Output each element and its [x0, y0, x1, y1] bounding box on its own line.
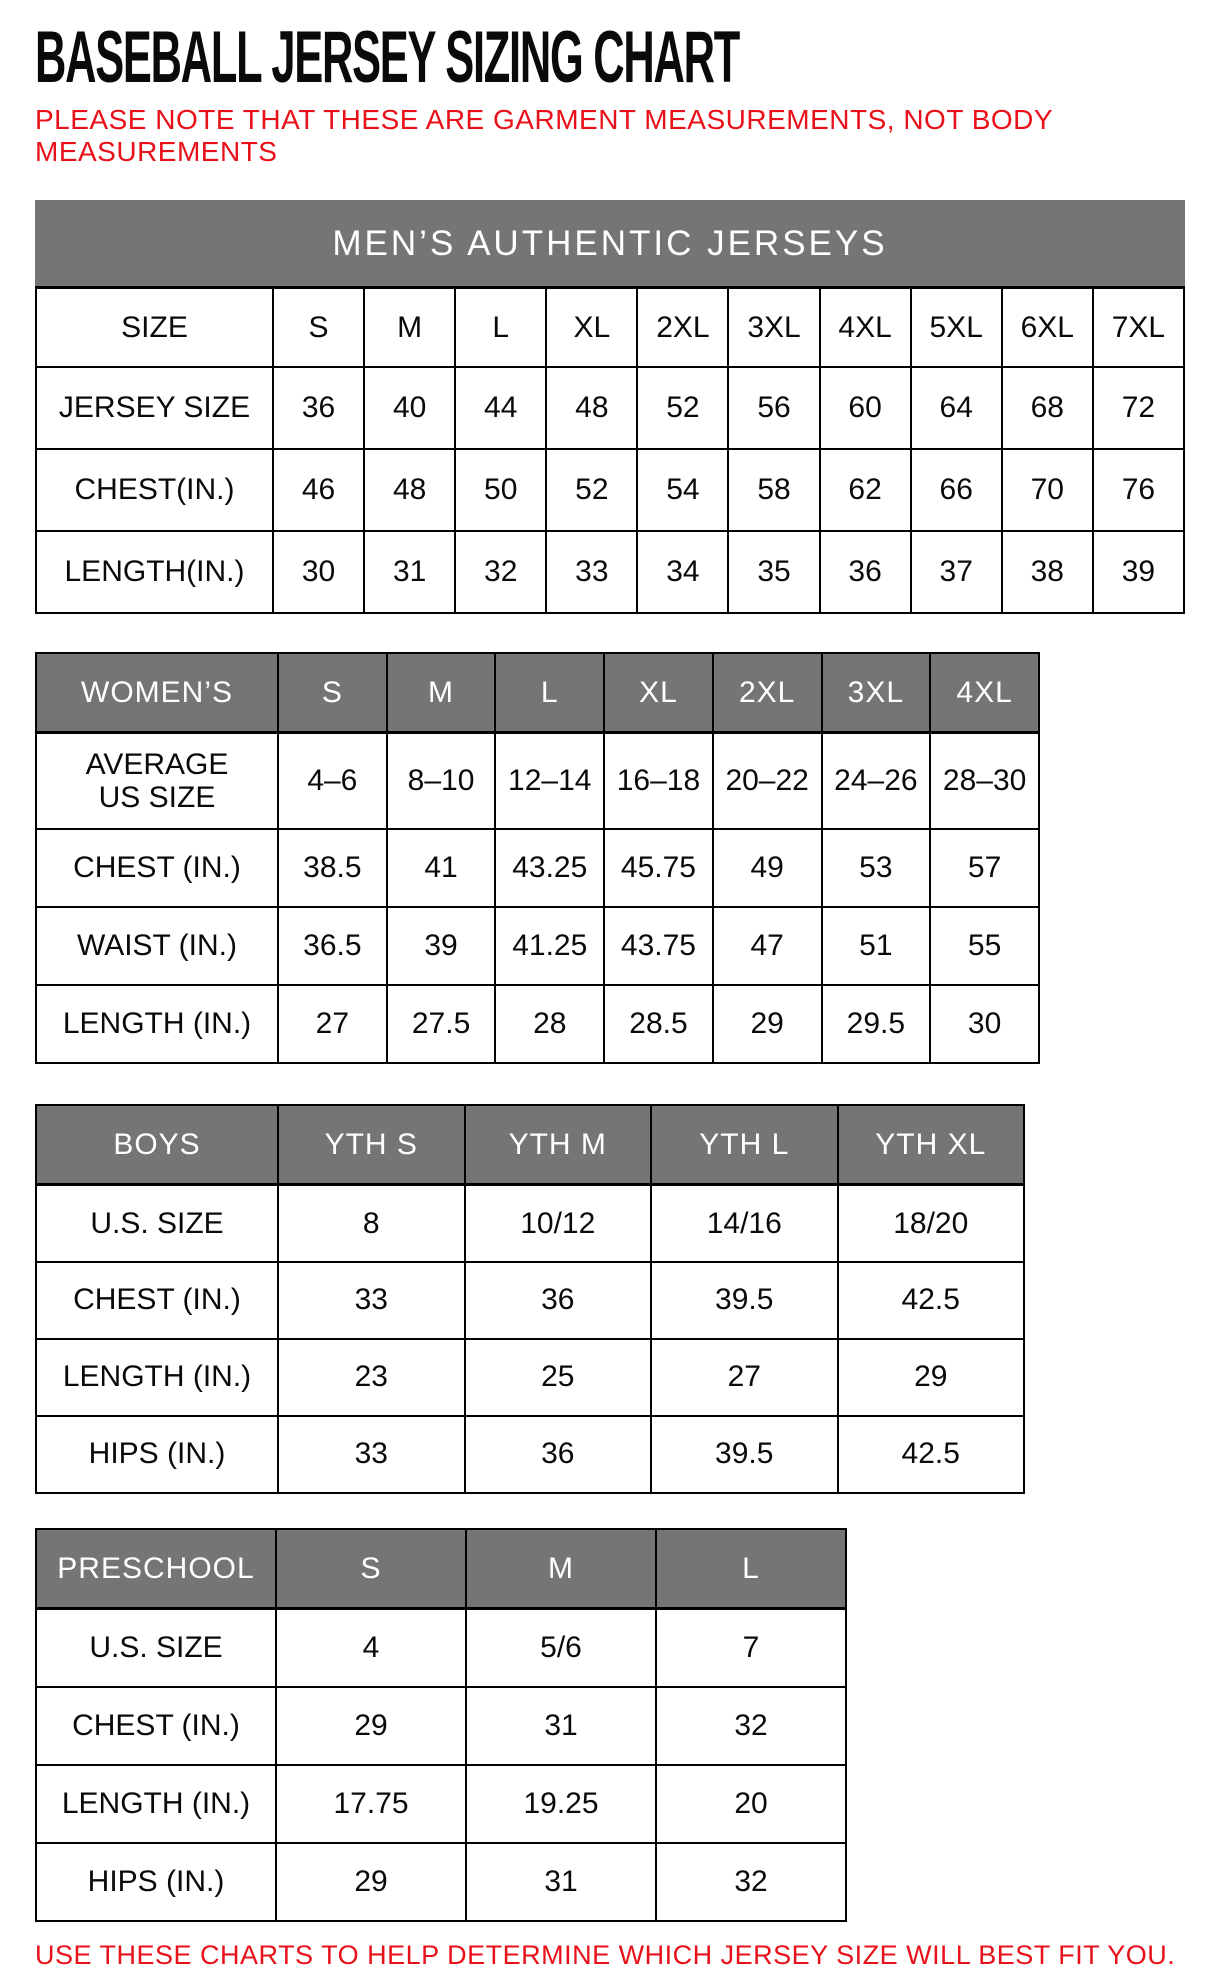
- preschool-table-row: [36, 1687, 846, 1765]
- preschool-value-cell: 32: [656, 1843, 846, 1921]
- mens-table-row: [36, 367, 1184, 449]
- womens-value-cell: 43.25: [495, 829, 604, 907]
- boys-table-row: [36, 1185, 1024, 1262]
- mens-value-cell: 66: [911, 449, 1002, 531]
- mens-table-row: [36, 449, 1184, 531]
- mens-value-cell: 38: [1002, 531, 1093, 613]
- womens-value-cell: 41: [387, 829, 496, 907]
- boys-value-cell: 39.5: [651, 1262, 838, 1339]
- mens-column-header: S: [273, 288, 364, 367]
- womens-value-cell: 45.75: [604, 829, 713, 907]
- boys-table-row: [36, 1339, 1024, 1416]
- womens-row-label: CHEST (IN.): [36, 829, 278, 907]
- preschool-row-label: LENGTH (IN.): [36, 1765, 276, 1843]
- preschool-sizing-table: [35, 1528, 847, 1922]
- preschool-value-cell: 5/6: [466, 1609, 656, 1687]
- mens-value-cell: 52: [637, 367, 728, 449]
- mens-value-cell: 48: [364, 449, 455, 531]
- mens-value-cell: 50: [455, 449, 546, 531]
- mens-value-cell: 30: [273, 531, 364, 613]
- boys-value-cell: 23: [278, 1339, 465, 1416]
- fit-advice-note: USE THESE CHARTS TO HELP DETERMINE WHICH JERSEY SIZE WILL BEST FIT YOU.: [35, 1939, 1176, 1970]
- mens-row-label: CHEST(IN.): [36, 449, 273, 531]
- page-title-text: BASEBALL JERSEY SIZING CHART: [35, 16, 740, 98]
- womens-value-cell: 29.5: [822, 985, 931, 1063]
- mens-value-cell: 31: [364, 531, 455, 613]
- womens-value-cell: 28: [495, 985, 604, 1063]
- womens-row-label: LENGTH (IN.): [36, 985, 278, 1063]
- preschool-table-row: [36, 1609, 846, 1687]
- mens-value-cell: 36: [820, 531, 911, 613]
- boys-value-cell: 33: [278, 1416, 465, 1493]
- mens-value-cell: 62: [820, 449, 911, 531]
- womens-table-row: [36, 985, 1039, 1063]
- womens-table-row: [36, 907, 1039, 985]
- boys-table-section: [35, 1104, 1185, 1494]
- mens-table-section: [35, 200, 1185, 614]
- preschool-value-cell: 29: [276, 1687, 466, 1765]
- mens-value-cell: 35: [728, 531, 819, 613]
- womens-column-header: M: [387, 653, 496, 733]
- womens-value-cell: 51: [822, 907, 931, 985]
- womens-value-cell: 49: [713, 829, 822, 907]
- boys-value-cell: 25: [465, 1339, 652, 1416]
- boys-row-label: CHEST (IN.): [36, 1262, 278, 1339]
- womens-row-label: AVERAGE US SIZE: [36, 733, 278, 829]
- womens-value-cell: 53: [822, 829, 931, 907]
- mens-value-cell: 60: [820, 367, 911, 449]
- mens-table-row: [36, 531, 1184, 613]
- preschool-value-cell: 32: [656, 1687, 846, 1765]
- womens-value-cell: 8–10: [387, 733, 496, 829]
- preschool-value-cell: 31: [466, 1687, 656, 1765]
- womens-header-label: WOMEN’S: [36, 653, 278, 733]
- womens-value-cell: 39: [387, 907, 496, 985]
- preschool-value-cell: 20: [656, 1765, 846, 1843]
- boys-header-label: BOYS: [36, 1105, 278, 1185]
- womens-value-cell: 38.5: [278, 829, 387, 907]
- boys-column-header: YTH M: [465, 1105, 652, 1185]
- womens-column-header: S: [278, 653, 387, 733]
- mens-value-cell: 37: [911, 531, 1002, 613]
- mens-value-cell: 34: [637, 531, 728, 613]
- mens-value-cell: 44: [455, 367, 546, 449]
- mens-value-cell: 76: [1093, 449, 1184, 531]
- boys-value-cell: 29: [838, 1339, 1025, 1416]
- mens-column-header: 7XL: [1093, 288, 1184, 367]
- boys-value-cell: 36: [465, 1262, 652, 1339]
- womens-column-header: L: [495, 653, 604, 733]
- womens-value-cell: 16–18: [604, 733, 713, 829]
- boys-column-header: YTH S: [278, 1105, 465, 1185]
- preschool-value-cell: 29: [276, 1843, 466, 1921]
- preschool-value-cell: 31: [466, 1843, 656, 1921]
- mens-column-header: L: [455, 288, 546, 367]
- preschool-value-cell: 17.75: [276, 1765, 466, 1843]
- boys-sizing-table: [35, 1104, 1025, 1494]
- boys-value-cell: 14/16: [651, 1185, 838, 1262]
- mens-value-cell: 68: [1002, 367, 1093, 449]
- mens-column-header: 3XL: [728, 288, 819, 367]
- preschool-row-label: U.S. SIZE: [36, 1609, 276, 1687]
- boys-value-cell: 27: [651, 1339, 838, 1416]
- mens-column-header: 6XL: [1002, 288, 1093, 367]
- mens-column-header: M: [364, 288, 455, 367]
- mens-value-cell: 40: [364, 367, 455, 449]
- boys-value-cell: 18/20: [838, 1185, 1025, 1262]
- boys-value-cell: 8: [278, 1185, 465, 1262]
- mens-value-cell: 32: [455, 531, 546, 613]
- womens-table-row: [36, 829, 1039, 907]
- mens-row-label: LENGTH(IN.): [36, 531, 273, 613]
- womens-value-cell: 12–14: [495, 733, 604, 829]
- boys-row-label: HIPS (IN.): [36, 1416, 278, 1493]
- mens-value-cell: 56: [728, 367, 819, 449]
- mens-value-cell: 36: [273, 367, 364, 449]
- mens-value-cell: 48: [546, 367, 637, 449]
- womens-table-row: [36, 733, 1039, 829]
- womens-table-section: [35, 652, 1185, 1064]
- mens-table-title: MEN’S AUTHENTIC JERSEYS: [36, 201, 1184, 288]
- womens-value-cell: 41.25: [495, 907, 604, 985]
- preschool-column-header: M: [466, 1529, 656, 1609]
- womens-value-cell: 30: [930, 985, 1039, 1063]
- mens-column-header: 5XL: [911, 288, 1002, 367]
- boys-row-label: U.S. SIZE: [36, 1185, 278, 1262]
- mens-sizing-table: [35, 200, 1185, 614]
- preschool-table-row: [36, 1765, 846, 1843]
- preschool-value-cell: 4: [276, 1609, 466, 1687]
- boys-table-row: [36, 1416, 1024, 1493]
- mens-header-label: SIZE: [36, 288, 273, 367]
- womens-value-cell: 28.5: [604, 985, 713, 1063]
- mens-column-header: 4XL: [820, 288, 911, 367]
- mens-value-cell: 58: [728, 449, 819, 531]
- womens-value-cell: 27: [278, 985, 387, 1063]
- boys-column-header: YTH XL: [838, 1105, 1025, 1185]
- boys-column-header: YTH L: [651, 1105, 838, 1185]
- boys-value-cell: 33: [278, 1262, 465, 1339]
- mens-value-cell: 70: [1002, 449, 1093, 531]
- preschool-row-label: HIPS (IN.): [36, 1843, 276, 1921]
- womens-value-cell: 20–22: [713, 733, 822, 829]
- womens-column-header: 4XL: [930, 653, 1039, 733]
- preschool-column-header: S: [276, 1529, 466, 1609]
- mens-value-cell: 64: [911, 367, 1002, 449]
- boys-table-row: [36, 1262, 1024, 1339]
- mens-value-cell: 33: [546, 531, 637, 613]
- womens-value-cell: 55: [930, 907, 1039, 985]
- womens-column-header: 3XL: [822, 653, 931, 733]
- womens-value-cell: 57: [930, 829, 1039, 907]
- mens-value-cell: 72: [1093, 367, 1184, 449]
- mens-column-header: XL: [546, 288, 637, 367]
- mens-value-cell: 52: [546, 449, 637, 531]
- womens-value-cell: 36.5: [278, 907, 387, 985]
- womens-value-cell: 27.5: [387, 985, 496, 1063]
- mens-value-cell: 46: [273, 449, 364, 531]
- boys-value-cell: 10/12: [465, 1185, 652, 1262]
- womens-value-cell: 43.75: [604, 907, 713, 985]
- preschool-value-cell: 7: [656, 1609, 846, 1687]
- womens-value-cell: 29: [713, 985, 822, 1063]
- preschool-table-section: [35, 1528, 1185, 1922]
- garment-measurement-note: PLEASE NOTE THAT THESE ARE GARMENT MEASUREMENTS, NOT BODY MEASUREMENTS: [35, 104, 1053, 167]
- preschool-header-label: PRESCHOOL: [36, 1529, 276, 1609]
- boys-value-cell: 42.5: [838, 1262, 1025, 1339]
- womens-column-header: 2XL: [713, 653, 822, 733]
- boys-value-cell: 36: [465, 1416, 652, 1493]
- mens-value-cell: 54: [637, 449, 728, 531]
- boys-value-cell: 39.5: [651, 1416, 838, 1493]
- womens-value-cell: 24–26: [822, 733, 931, 829]
- preschool-table-row: [36, 1843, 846, 1921]
- page-title: [35, 16, 1185, 98]
- mens-column-header: 2XL: [637, 288, 728, 367]
- mens-row-label: JERSEY SIZE: [36, 367, 273, 449]
- boys-row-label: LENGTH (IN.): [36, 1339, 278, 1416]
- womens-value-cell: 47: [713, 907, 822, 985]
- boys-value-cell: 42.5: [838, 1416, 1025, 1493]
- mens-value-cell: 39: [1093, 531, 1184, 613]
- womens-row-label: WAIST (IN.): [36, 907, 278, 985]
- preschool-column-header: L: [656, 1529, 846, 1609]
- womens-column-header: XL: [604, 653, 713, 733]
- womens-sizing-table: [35, 652, 1040, 1064]
- womens-value-cell: 28–30: [930, 733, 1039, 829]
- womens-value-cell: 4–6: [278, 733, 387, 829]
- preschool-row-label: CHEST (IN.): [36, 1687, 276, 1765]
- preschool-value-cell: 19.25: [466, 1765, 656, 1843]
